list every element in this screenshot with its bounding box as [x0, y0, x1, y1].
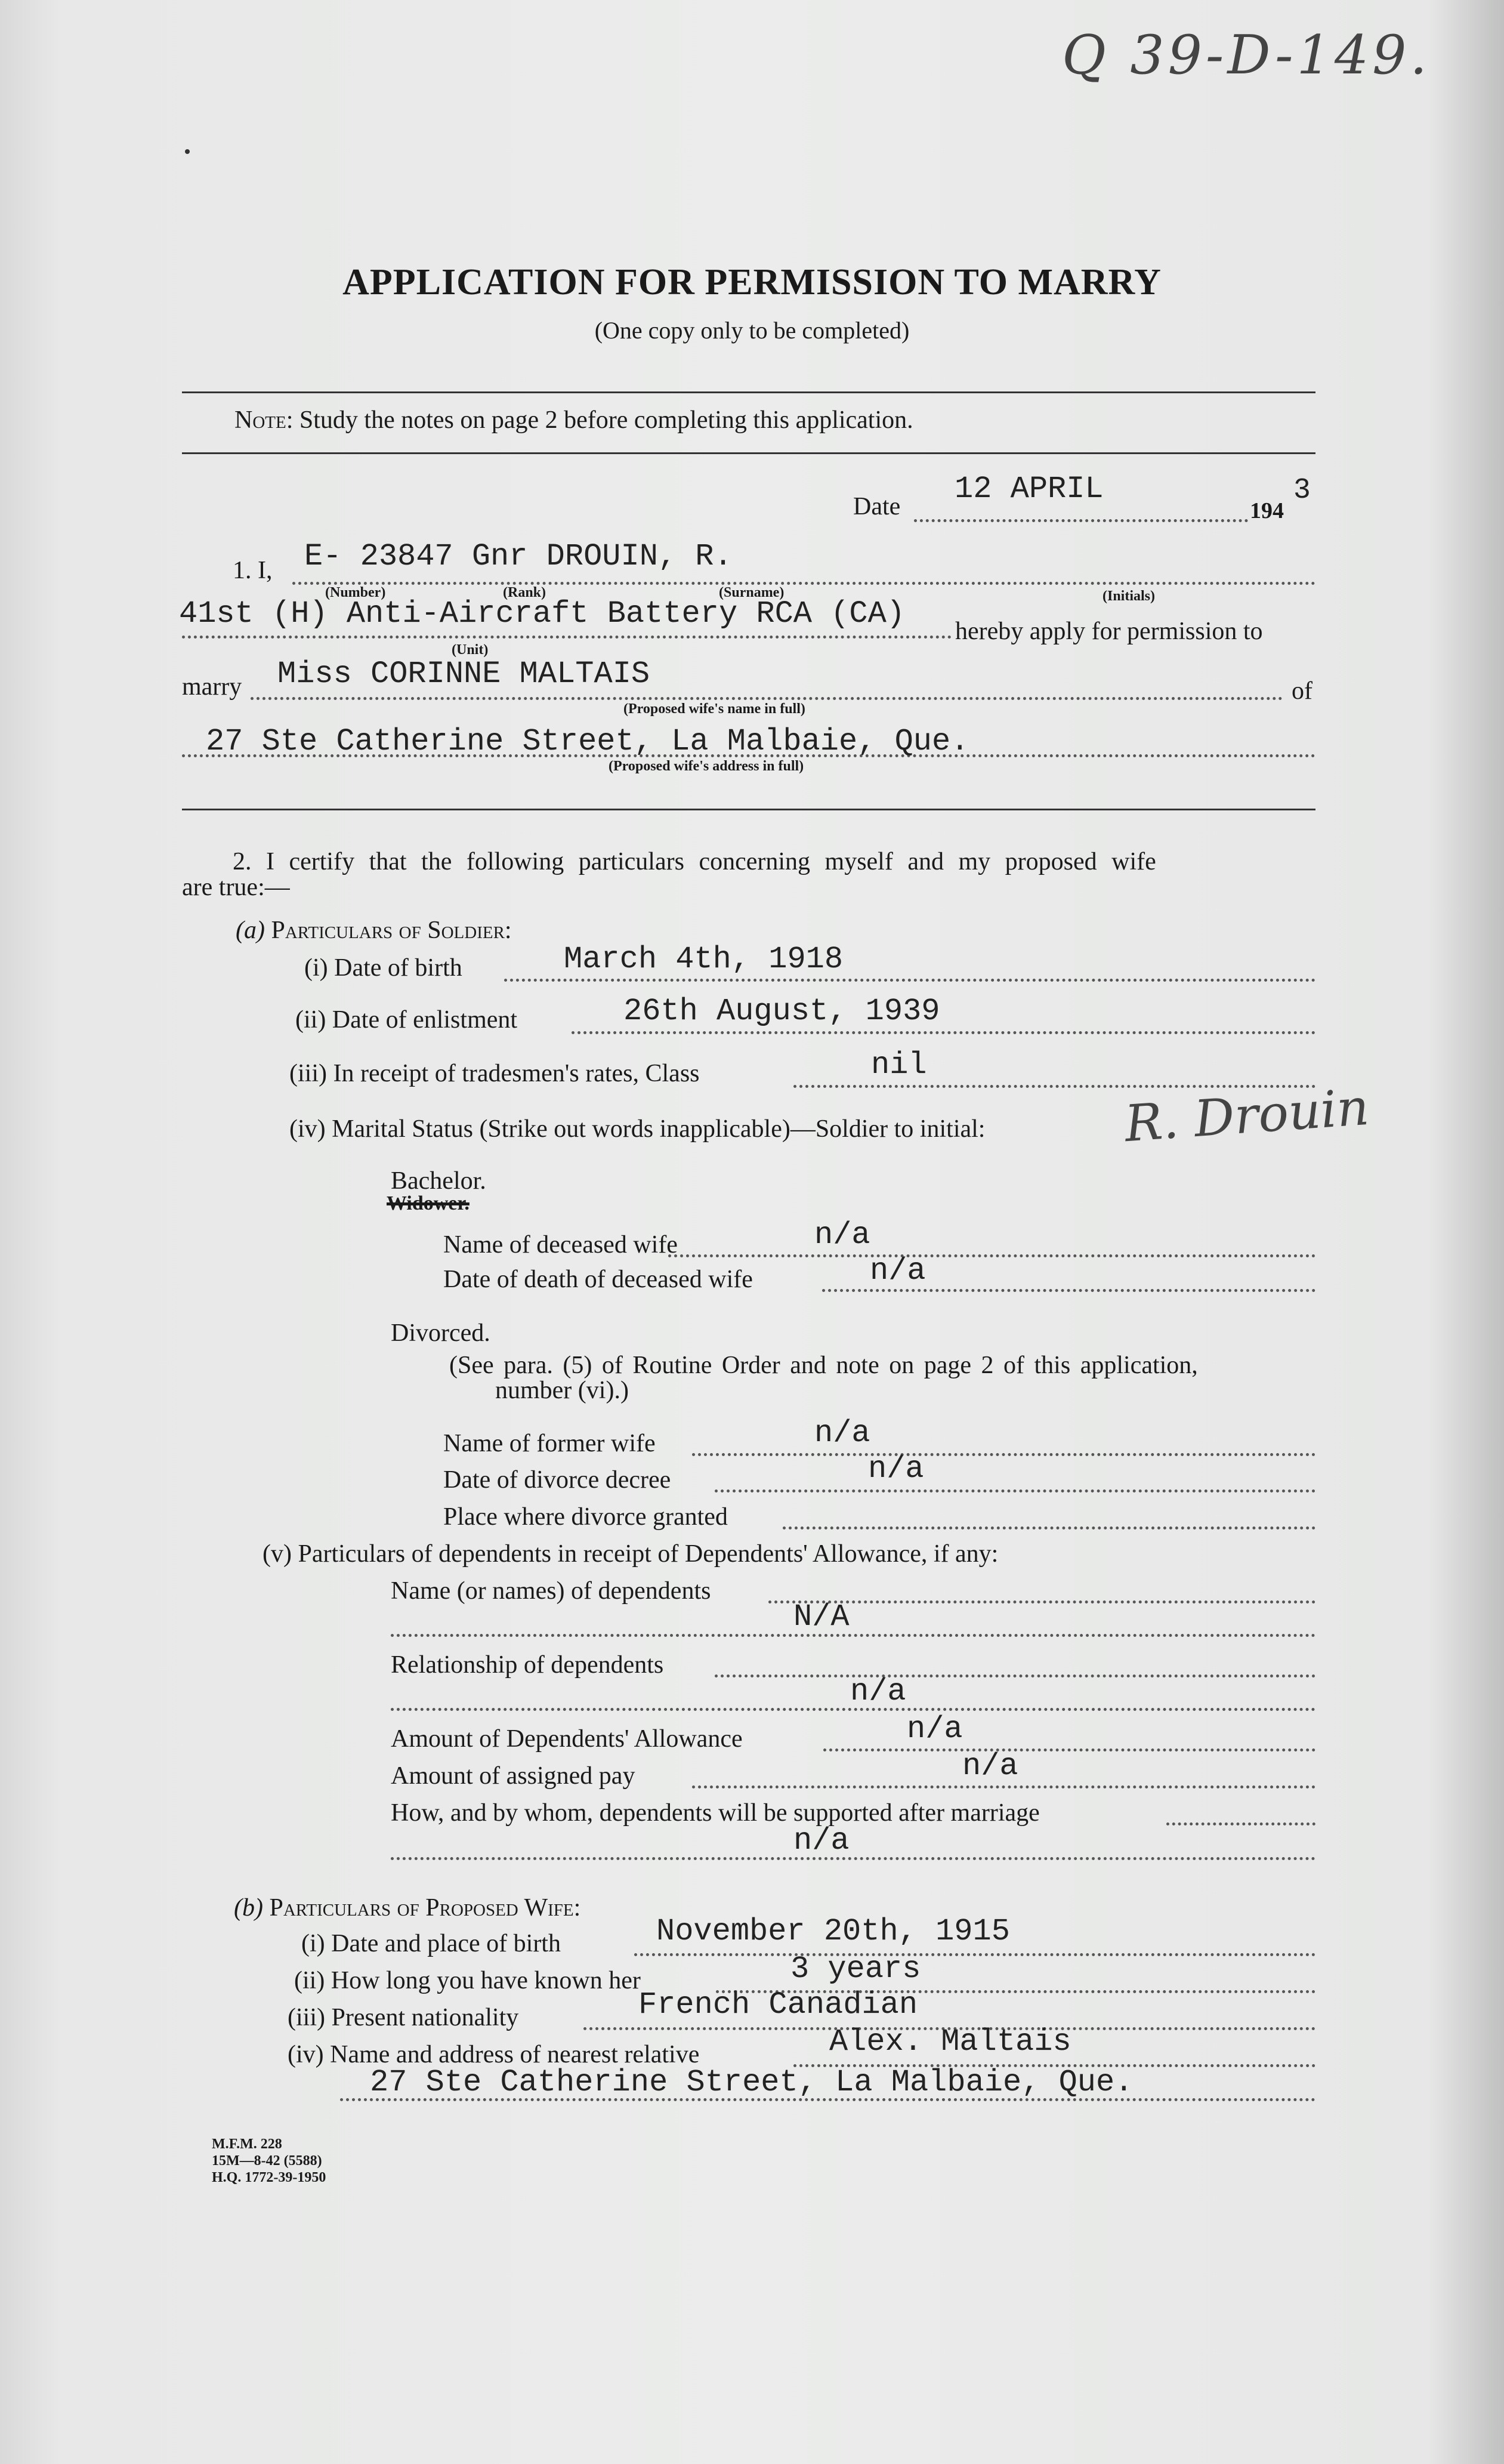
- deceased-name-value: n/a: [814, 1217, 870, 1253]
- apply-text: hereby apply for permission to: [955, 618, 1263, 645]
- assigned-pay-dotted-line: [692, 1785, 1315, 1788]
- assigned-pay-label: Amount of assigned pay: [391, 1762, 635, 1790]
- dep-allowance-label: Amount of Dependents' Allowance: [391, 1725, 743, 1753]
- deceased-name-label: Name of deceased wife: [443, 1231, 678, 1259]
- dep-names-value: N/A: [793, 1599, 850, 1635]
- date-dotted-line: [914, 519, 1248, 522]
- divorce-date-label: Date of divorce decree: [443, 1466, 671, 1494]
- date-year-printed: 194: [1250, 498, 1284, 523]
- caption-wife-address: (Proposed wife's address in full): [609, 758, 804, 774]
- wife-heading: [234, 1894, 580, 1922]
- nationality-value: French Canadian: [638, 1987, 918, 2022]
- form-subtitle: (One copy only to be completed): [594, 317, 910, 344]
- see-para-text: (See para. (5) of Routine Order and note on page 2 of this application,: [449, 1352, 1198, 1379]
- former-wife-dotted-line: [692, 1453, 1315, 1456]
- section2-intro-cont: are true:—: [182, 874, 290, 901]
- form-title: APPLICATION FOR PERMISSION TO MARRY: [342, 262, 1162, 303]
- caption-unit: (Unit): [452, 642, 489, 658]
- wife-birth-label: (i) Date and place of birth: [301, 1930, 561, 1957]
- dep-relation-dotted-line: [715, 1674, 1315, 1677]
- deceased-date-label: Date of death of deceased wife: [443, 1266, 753, 1293]
- divider: [182, 809, 1315, 810]
- birth-dotted-line: [504, 979, 1315, 982]
- divorce-place-label: Place where divorce granted: [443, 1503, 728, 1531]
- divorced-label: Divorced.: [391, 1319, 490, 1347]
- wife-name-value: Miss CORINNE MALTAIS: [277, 656, 650, 692]
- soldier-initial-signature: R. Drouin: [1123, 1077, 1371, 1154]
- birth-label: (i) Date of birth: [304, 954, 462, 982]
- section2-intro: 2. I certify that the following particulars concerning myself and my proposed wife: [233, 848, 1156, 875]
- wife-address-value: 27 Ste Catherine Street, La Malbaie, Que.: [206, 724, 969, 759]
- dep-names-dotted-line: [768, 1600, 1315, 1603]
- bachelor-label: Bachelor.: [391, 1167, 486, 1195]
- support-value: n/a: [793, 1823, 850, 1858]
- divorce-date-dotted-line: [715, 1489, 1315, 1492]
- soldier-dotted-line: [292, 582, 1315, 585]
- note-line: [234, 406, 913, 434]
- wife-heading-text: Particulars of Proposed Wife:: [269, 1894, 581, 1922]
- dependents-heading: (v) Particulars of dependents in receipt of Dependents' Allowance, if any:: [262, 1540, 999, 1568]
- dep-relation-label: Relationship of dependents: [391, 1651, 664, 1679]
- form-code-2: 15M—8-42 (5588): [212, 2153, 322, 2169]
- section1-prefix: 1. I,: [233, 557, 273, 584]
- caption-wife-name: (Proposed wife's name in full): [623, 701, 805, 717]
- soldier-heading: [236, 916, 512, 945]
- divorce-place-dotted-line: [783, 1526, 1315, 1529]
- former-wife-label: Name of former wife: [443, 1430, 656, 1457]
- dep-allowance-value: n/a: [907, 1711, 963, 1747]
- dep-relation-value: n/a: [850, 1674, 906, 1709]
- divider: [182, 452, 1315, 454]
- unit-value: 41st (H) Anti-Aircraft Battery RCA (CA): [179, 596, 905, 631]
- wife-birth-value: November 20th, 1915: [656, 1914, 1010, 1949]
- trades-value: nil: [871, 1047, 927, 1083]
- marry-label: marry: [182, 673, 242, 701]
- soldier-id-value: E- 23847 Gnr DROUIN, R.: [304, 539, 733, 574]
- support-label: How, and by whom, dependents will be supported after marriage: [391, 1799, 1040, 1827]
- file-reference: Q 39-D-149.: [1062, 24, 1431, 87]
- enlist-dotted-line: [572, 1031, 1315, 1034]
- caption-initials: (Initials): [1102, 588, 1156, 604]
- nationality-label: (iii) Present nationality: [288, 2004, 519, 2031]
- ink-dot: [185, 149, 190, 154]
- date-value: 12 APRIL: [955, 471, 1104, 507]
- divider: [182, 391, 1315, 393]
- trades-label: (iii) In receipt of tradesmen's rates, Class: [289, 1060, 700, 1087]
- dep-names-dotted-line-2: [391, 1634, 1315, 1637]
- wife-heading-prefix: (b): [234, 1894, 263, 1922]
- note-text: Study the notes on page 2 before completing this application.: [299, 406, 913, 434]
- support-dotted-line-2: [391, 1857, 1315, 1860]
- deceased-date-dotted-line: [822, 1289, 1315, 1292]
- unit-dotted-line: [182, 636, 952, 639]
- widower-label-struck: Widower.: [387, 1192, 470, 1214]
- of-label: of: [1292, 677, 1312, 705]
- date-label: Date: [853, 493, 901, 520]
- deceased-name-dotted-line: [668, 1254, 1315, 1257]
- birth-value: March 4th, 1918: [564, 942, 844, 977]
- date-year-filled: 3: [1293, 474, 1311, 507]
- enlist-value: 26th August, 1939: [623, 994, 940, 1029]
- soldier-heading-text: Particulars of Soldier:: [271, 917, 512, 944]
- known-label: (ii) How long you have known her: [294, 1967, 641, 1994]
- dep-allowance-dotted-line: [823, 1748, 1315, 1751]
- see-para-cont: number (vi).): [495, 1377, 629, 1404]
- form-code-3: H.Q. 1772-39-1950: [212, 2170, 326, 2185]
- relative-label: (iv) Name and address of nearest relative: [288, 2041, 700, 2068]
- relative-value: Alex. Maltais: [829, 2024, 1071, 2059]
- dep-names-label: Name (or names) of dependents: [391, 1577, 711, 1605]
- assigned-pay-value: n/a: [962, 1748, 1018, 1784]
- enlist-label: (ii) Date of enlistment: [295, 1006, 518, 1034]
- deceased-date-value: n/a: [870, 1253, 926, 1288]
- caption-surname: (Surname): [719, 585, 785, 600]
- divorce-date-value: n/a: [868, 1451, 924, 1487]
- relative-address-value: 27 Ste Catherine Street, La Malbaie, Que.: [370, 2065, 1134, 2100]
- caption-number: (Number): [325, 585, 386, 600]
- known-value: 3 years: [790, 1951, 921, 1987]
- caption-rank: (Rank): [503, 585, 546, 600]
- former-wife-value: n/a: [814, 1416, 870, 1451]
- note-prefix: Note:: [234, 406, 294, 434]
- soldier-heading-prefix: (a): [236, 917, 265, 944]
- form-code-1: M.F.M. 228: [212, 2136, 282, 2152]
- support-dotted-line: [1166, 1822, 1315, 1825]
- marital-label: (iv) Marital Status (Strike out words inapplicable)—Soldier to initial:: [289, 1115, 986, 1143]
- wife-birth-dotted-line: [634, 1953, 1315, 1956]
